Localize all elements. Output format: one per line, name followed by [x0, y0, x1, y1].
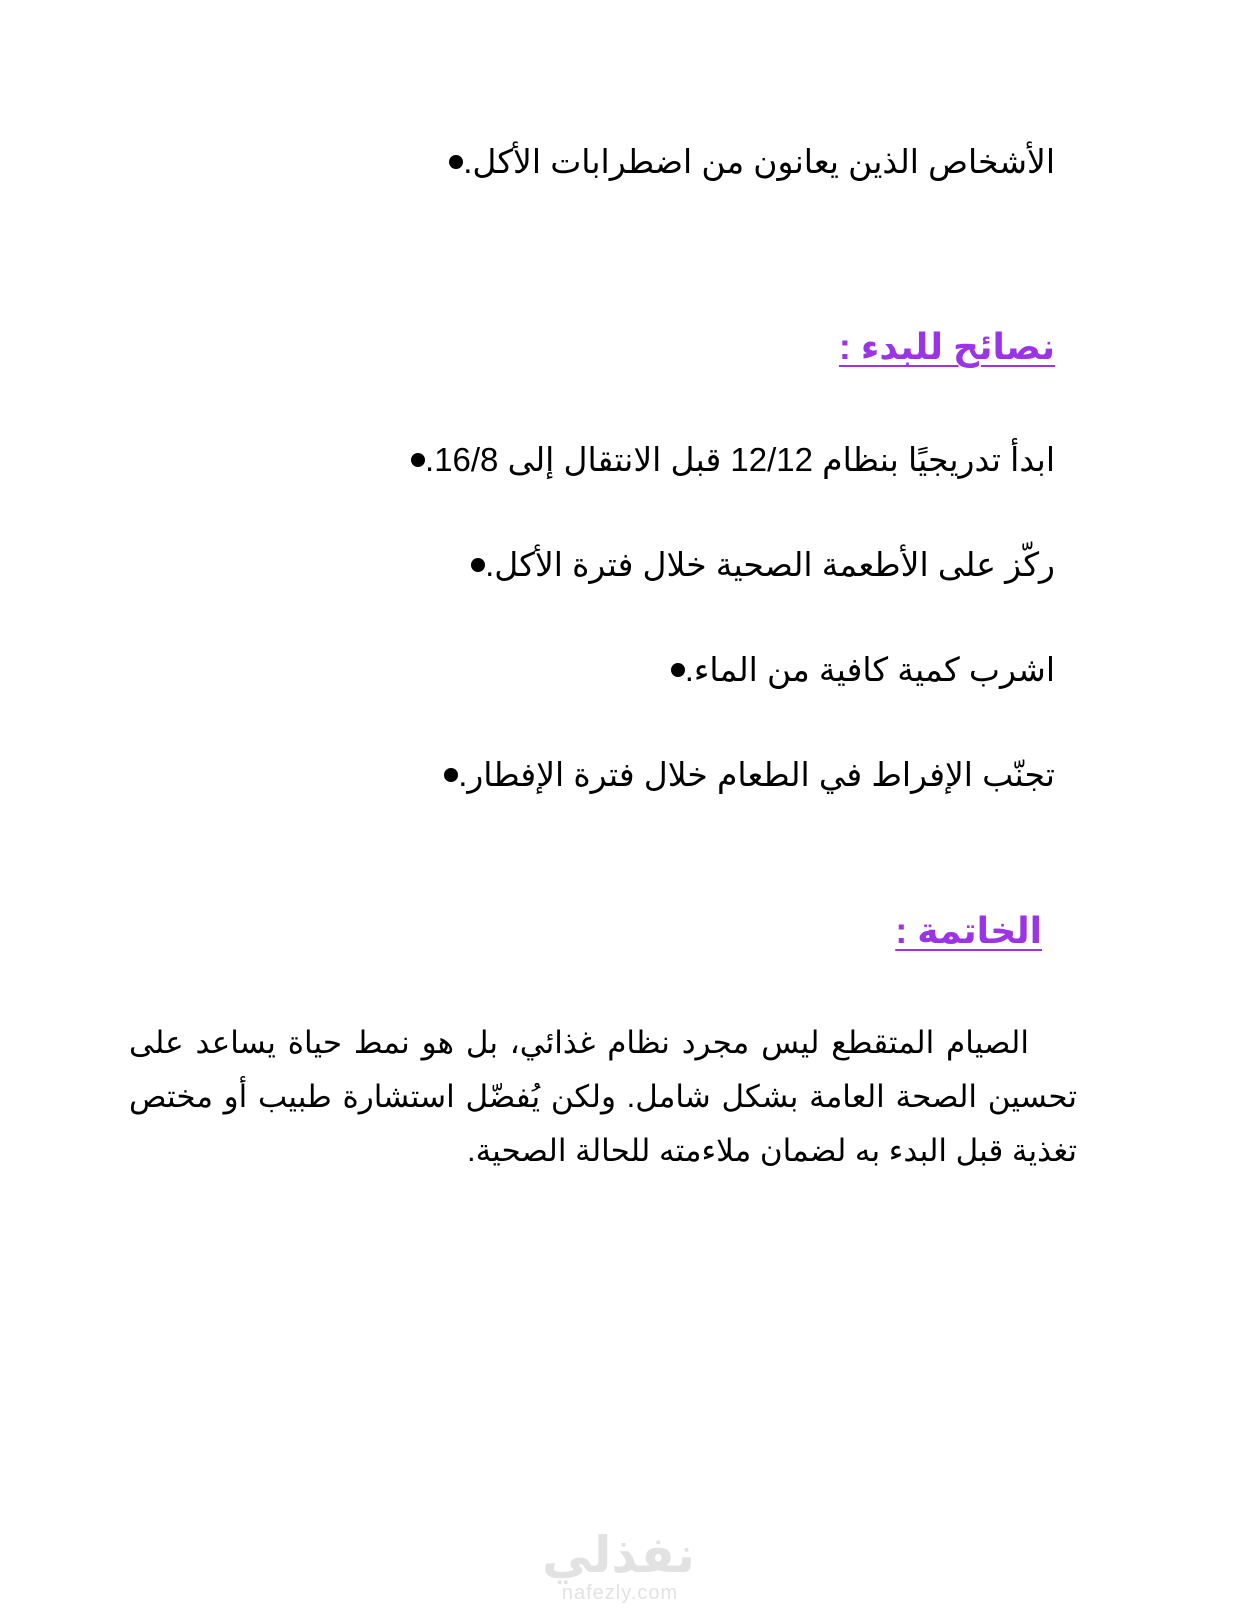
- tip-text: تجنّب الإفراط في الطعام خلال فترة الإفطار.: [458, 756, 1055, 793]
- bullet-text: الأشخاص الذين يعانون من اضطرابات الأكل.: [463, 143, 1055, 180]
- bullet-dot-icon: [444, 768, 458, 782]
- bullet-dot-icon: [411, 453, 425, 467]
- tip-text: ابدأ تدريجيًا بنظام 12/12 قبل الانتقال إلى 16/8.: [425, 441, 1055, 478]
- bullet-item-eating-disorders: [423, 142, 1055, 182]
- tip-item: [418, 755, 1055, 795]
- bullet-dot-icon: [471, 558, 485, 572]
- tips-heading: نصائح للبدء :: [838, 326, 1055, 367]
- tip-text: اشرب كمية كافية من الماء.: [684, 651, 1055, 688]
- tip-item: [445, 545, 1055, 585]
- bullet-dot-icon: [671, 663, 685, 677]
- conclusion-heading: الخاتمة :: [895, 910, 1042, 951]
- bullet-dot-icon: [449, 155, 463, 169]
- tip-item: [385, 440, 1055, 480]
- tip-item: [645, 650, 1055, 690]
- conclusion-paragraph: الصيام المتقطع ليس مجرد نظام غذائي، بل هو نمط حياة يساعد على تحسين الصحة العامة بشكل شامل. ولكن يُفضّل استشارة طبيب أو مختص تغذية قبل البدء به لضمان ملاءمته للحالة الصحية.: [129, 1025, 1077, 1168]
- watermark-logo: نفذلي: [541, 1527, 695, 1583]
- watermark: [541, 1527, 695, 1604]
- tip-text: ركّز على الأطعمة الصحية خلال فترة الأكل.: [485, 546, 1055, 583]
- watermark-url: nafezly.com: [561, 1582, 679, 1604]
